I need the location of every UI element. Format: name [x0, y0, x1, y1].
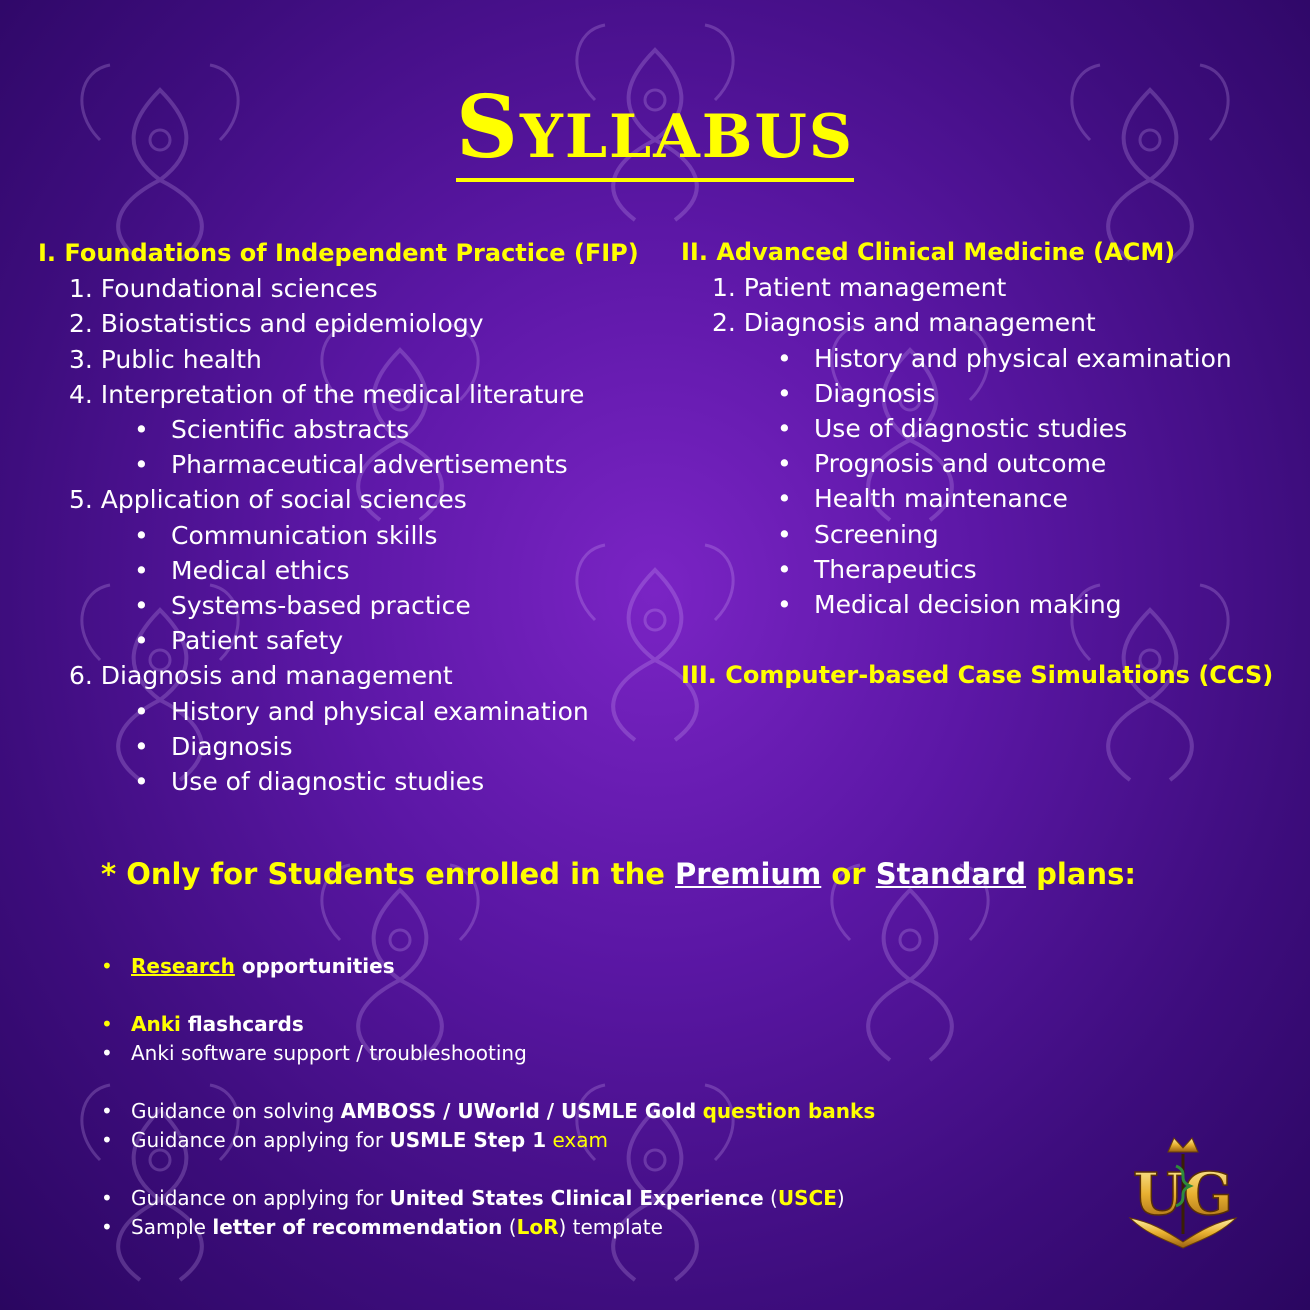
step-prefix: Guidance on applying for	[131, 1128, 390, 1152]
qb-prefix: Guidance on solving	[131, 1099, 341, 1123]
fip-item-6: 6. Diagnosis and management	[69, 661, 453, 691]
acm-item-2-bullet-6: • Screening	[681, 517, 1273, 552]
step-exam: exam	[552, 1128, 608, 1152]
fip-item-6-bullet-3: • Use of diagnostic studies	[38, 764, 639, 799]
perks-list	[101, 952, 875, 1242]
logo-text: UG	[1132, 1160, 1234, 1228]
notice-prefix: * Only for Students enrolled in the	[101, 857, 676, 891]
acm-item-2-bullet-5: • Health maintenance	[681, 481, 1273, 516]
fip-item-4-bullet-2: • Pharmaceutical advertisements	[38, 447, 639, 482]
anki-label: Anki	[131, 1012, 181, 1036]
acm-item-2-bullet-2: • Diagnosis	[681, 376, 1273, 411]
qb-banks: question banks	[702, 1099, 876, 1123]
acm-section	[681, 235, 1273, 693]
fip-item-5-bullet-2: • Medical ethics	[38, 553, 639, 588]
acm-item-2-bullet-3: • Use of diagnostic studies	[681, 411, 1273, 446]
page-title-container	[0, 78, 1310, 182]
anki-rest: flashcards	[180, 1012, 304, 1036]
acm-heading: II. Advanced Clinical Medicine (ACM)	[681, 238, 1176, 266]
perk-step1	[101, 1126, 875, 1155]
step-name: USMLE Step 1	[389, 1128, 547, 1152]
fip-item-5-bullet-4: • Patient safety	[38, 623, 639, 658]
usce-abbr: USCE	[777, 1186, 837, 1210]
notice-or: or	[821, 857, 876, 891]
fip-item-5-bullet-1: • Communication skills	[38, 518, 639, 553]
plans-notice	[101, 857, 1136, 891]
fip-item-5: 5. Application of social sciences	[69, 485, 467, 515]
acm-item-2-bullet-1: • History and physical examination	[681, 341, 1273, 376]
fip-section	[38, 236, 639, 799]
fip-item-6-bullet-1: • History and physical examination	[38, 694, 639, 729]
acm-item-1: 1. Patient management	[712, 273, 1007, 303]
premium-plan-label: Premium	[675, 857, 822, 891]
fip-item-2: 2. Biostatistics and epidemiology	[69, 309, 484, 339]
perk-lor	[101, 1213, 875, 1242]
qb-names: AMBOSS / UWorld / USMLE Gold	[340, 1099, 697, 1123]
fip-item-6-bullet-2: • Diagnosis	[38, 729, 639, 764]
lor-abbr: LoR	[516, 1215, 559, 1239]
research-label: Research	[131, 954, 235, 978]
lor-close: ) template	[558, 1215, 663, 1239]
fip-heading: I. Foundations of Independent Practice (FIP)	[38, 239, 639, 267]
page-title: Syllabus	[456, 78, 854, 182]
notice-suffix: plans:	[1026, 857, 1136, 891]
lor-prefix: Sample	[131, 1215, 213, 1239]
fip-item-4: 4. Interpretation of the medical literature	[69, 379, 585, 409]
acm-item-2-bullet-7: • Therapeutics	[681, 552, 1273, 587]
perk-usce	[101, 1184, 875, 1213]
perk-anki-support: • Anki software support / troubleshooting	[101, 1039, 875, 1068]
acm-item-2-bullet-4: • Prognosis and outcome	[681, 446, 1273, 481]
acm-item-2: 2. Diagnosis and management	[712, 308, 1096, 338]
ccs-heading: III. Computer-based Case Simulations (CCS)	[681, 661, 1274, 690]
perk-question-banks	[101, 1097, 875, 1126]
fip-item-5-bullet-3: • Systems-based practice	[38, 588, 639, 623]
fip-item-3: 3. Public health	[69, 344, 262, 374]
lor-open: (	[502, 1215, 517, 1239]
lor-name: letter of recommendation	[212, 1215, 503, 1239]
fip-item-1: 1. Foundational sciences	[69, 274, 378, 304]
standard-plan-label: Standard	[875, 857, 1027, 891]
acm-item-2-bullet-8: • Medical decision making	[681, 587, 1273, 622]
usce-prefix: Guidance on applying for	[131, 1186, 390, 1210]
usce-close: )	[836, 1186, 845, 1210]
research-rest: opportunities	[234, 954, 395, 978]
ug-logo	[1120, 1130, 1246, 1250]
usce-open: (	[763, 1186, 778, 1210]
perk-research	[101, 952, 875, 981]
usce-name: United States Clinical Experience	[389, 1186, 764, 1210]
perk-anki	[101, 1010, 875, 1039]
fip-item-4-bullet-1: • Scientific abstracts	[38, 412, 639, 447]
